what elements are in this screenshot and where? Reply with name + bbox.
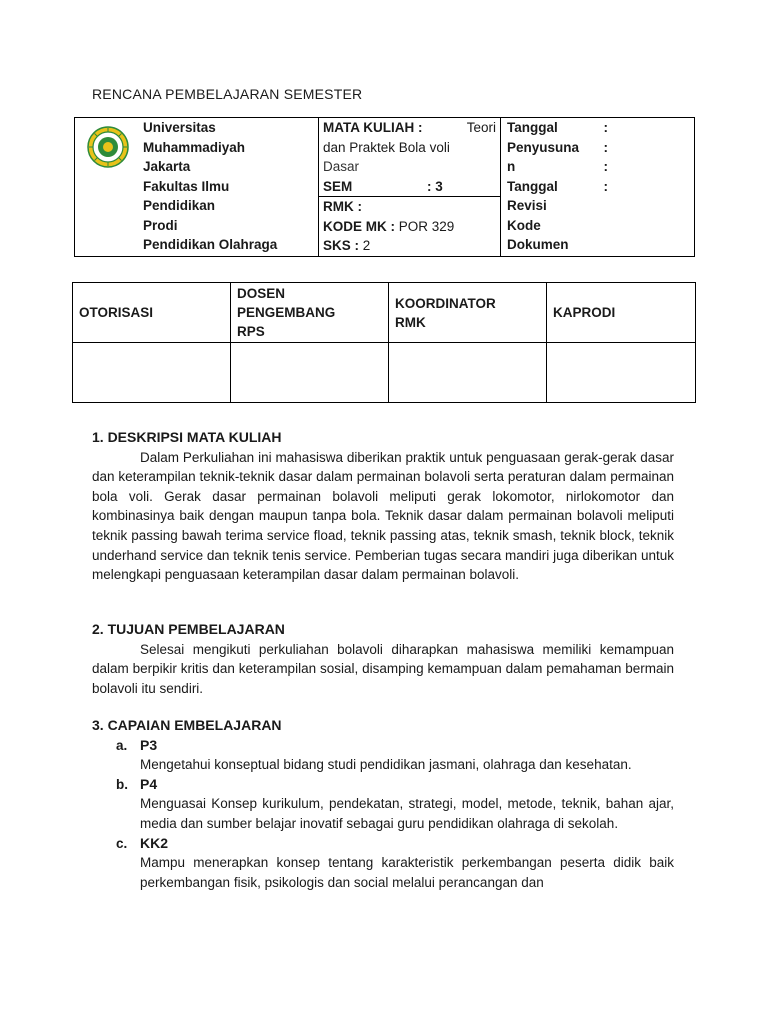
- course-info-cell: [319, 118, 501, 257]
- item-marker: a.: [116, 737, 128, 753]
- outcome-item: [92, 775, 674, 834]
- date-label: Dokumen: [507, 237, 569, 252]
- outcome-item: [92, 834, 674, 893]
- logo-cell: [75, 118, 138, 257]
- institution-line: Prodi: [143, 217, 178, 233]
- signature-cell: [389, 343, 547, 403]
- institution-line: Pendidikan Olahraga: [143, 237, 278, 252]
- outcome-code: P3: [140, 736, 158, 753]
- course-header-table: [74, 117, 695, 257]
- section-heading: 1. DESKRIPSI MATA KULIAH: [92, 429, 282, 445]
- kaprodi-header: KAPRODI: [547, 283, 696, 343]
- date-row: Penyusuna :: [507, 139, 608, 155]
- document-title: RENCANA PEMBELAJARAN SEMESTER: [92, 86, 363, 102]
- document-dates-cell: [501, 118, 695, 257]
- sem-row: [323, 177, 496, 197]
- outcome-item: [92, 736, 674, 775]
- outcome-text: Mampu menerapkan konsep tentang karakteristik perkembangan peserta didik baik perkembangan fisik, psikologis dan social melalui perancangan dan: [140, 855, 674, 890]
- date-row: Tanggal :: [507, 178, 608, 194]
- rmk-label: RMK :: [319, 196, 500, 217]
- outcome-code: KK2: [140, 834, 169, 851]
- section-tujuan: [92, 620, 674, 698]
- authorization-table: [72, 282, 696, 403]
- outcome-code: P4: [140, 775, 158, 792]
- university-logo-icon: [87, 126, 129, 168]
- section-deskripsi: [92, 428, 674, 585]
- outcome-text: Mengetahui konseptual bidang studi pendidikan jasmani, olahraga dan kesehatan.: [140, 757, 632, 773]
- date-row: Tanggal :: [507, 120, 608, 135]
- section-heading: 2. TUJUAN PEMBELAJARAN: [92, 621, 285, 637]
- mata-kuliah-label: MATA KULIAH :: [323, 120, 423, 135]
- sem-value: : 3: [427, 178, 443, 194]
- section-paragraph: Dalam Perkuliahan ini mahasiswa diberikan praktik untuk penguasaan gerak-gerak dasar dan keterampilan teknik-teknik dasar dalam permainan bolavoli serta peraturan dalam permainan bola voli. Gerak dasar permainan bolavoli meliputi gerak lokomotor, nirlokomotor dan kombinasinya baik dengan maupun tanpa bola. Teknik dasar dalam permainan bolavoli meliputi teknik passing bawah terima service fload, teknik passing atas, teknik smash, teknik block, teknik underhand service dan teknik tenis service. Pemberian tugas secara mandiri juga diberikan untuk melengkapi penguasaan keterampilan dasar dalam permainan bolavoli.: [92, 449, 674, 583]
- sem-label: SEM: [323, 178, 353, 194]
- mata-kuliah-value: dan Praktek Bola voli: [323, 139, 450, 155]
- sks-label: SKS :: [323, 238, 360, 253]
- section-paragraph: Selesai mengikuti perkuliahan bolavoli diharapkan mahasiswa memiliki kemampuan dalam berpikir kritis dan keterampilan sosial, disamping kemampuan dalam pemahaman bermain bolavoli itu sendiri.: [92, 641, 674, 696]
- section-capaian: [92, 716, 674, 892]
- date-row: n :: [507, 159, 608, 174]
- institution-line: Muhammadiyah: [143, 139, 246, 155]
- institution-line: Fakultas Ilmu: [143, 178, 230, 194]
- date-label: Kode: [507, 217, 541, 233]
- item-marker: b.: [116, 776, 128, 792]
- signature-cell: [547, 343, 696, 403]
- signature-cell: [231, 343, 389, 403]
- institution-line: Jakarta: [143, 159, 191, 174]
- mata-kuliah-value: Teori: [466, 120, 496, 135]
- institution-line: Universitas: [143, 120, 216, 135]
- item-marker: c.: [116, 835, 128, 851]
- otorisasi-header: OTORISASI: [73, 283, 231, 343]
- dosen-pengembang-header: DOSEN PENGEMBANG RPS: [231, 283, 389, 343]
- date-label: Revisi: [507, 198, 547, 213]
- kode-mk-value: POR 329: [398, 218, 455, 234]
- institution-line: Pendidikan: [143, 198, 216, 213]
- kode-mk-label: KODE MK :: [323, 218, 395, 234]
- institution-cell: [137, 118, 319, 257]
- outcome-text: Menguasai Konsep kurikulum, pendekatan, strategi, model, metode, teknik, bahan ajar, media dan sumber belajar inovatif sebagai guru pendidikan olahraga di sekolah.: [140, 796, 674, 831]
- koordinator-header: KOORDINATOR RMK: [389, 283, 547, 343]
- signature-cell: [73, 343, 231, 403]
- mata-kuliah-value: Dasar: [323, 159, 360, 174]
- sks-value: 2: [362, 238, 371, 253]
- section-heading: 3. CAPAIAN EMBELAJARAN: [92, 717, 282, 733]
